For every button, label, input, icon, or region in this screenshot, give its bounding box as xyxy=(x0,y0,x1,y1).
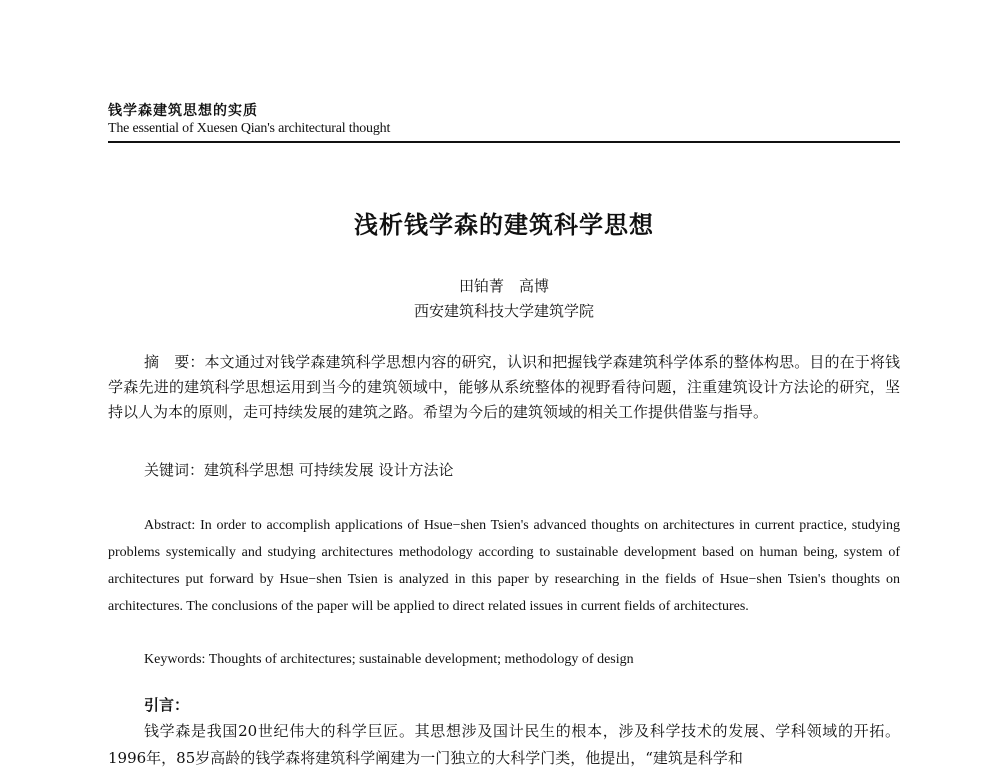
keywords-cn xyxy=(144,458,900,483)
running-header xyxy=(108,103,900,137)
intro-heading: 引言： xyxy=(144,696,190,714)
abstract-en-text: In order to accomplish applications of Hsue−shen Tsien's advanced thoughts on architectures in current practice, studying problems systemically and studying architectures methodology according to sustainable development based on human being, system of architectures put forward by Hsue−shen Tsien is analyzed in this paper by researching in the fields of Hsue−shen Tsien's thoughts on architectures. The conclusions of the paper will be applied to direct related issues in current fields of architectures. xyxy=(108,518,901,614)
intro-body: 钱学森是我国20世纪伟大的科学巨匠。其思想涉及国计民生的根本，涉及科学技术的发展、学科领域的开拓。1996年，85岁高龄的钱学森将建筑科学阐建为一门独立的大科学门类，他提出，“建筑是科学和 xyxy=(108,722,900,767)
keywords-en xyxy=(144,646,900,673)
keywords-cn-text: 建筑科学思想 可持续发展 设计方法论 xyxy=(204,461,454,479)
running-header-en: The essential of Xuesen Qian's architectural thought xyxy=(108,121,391,136)
keywords-en-label: Keywords: xyxy=(144,652,209,667)
abstract-cn-label: 摘 要： xyxy=(144,353,205,371)
abstract-en-label: Abstract: xyxy=(144,518,201,533)
affiliation: 西安建筑科技大学建筑学院 xyxy=(413,302,594,320)
keywords-cn-label: 关键词： xyxy=(144,461,205,479)
abstract-en xyxy=(108,512,900,620)
header-rule xyxy=(108,141,900,143)
running-header-cn: 钱学森建筑思想的实质 xyxy=(108,103,258,119)
abstract-cn xyxy=(108,350,900,425)
authors: 田铂菁 高博 xyxy=(458,277,549,295)
abstract-cn-text: 本文通过对钱学森建筑科学思想内容的研究，认识和把握钱学森建筑科学体系的整体构思。目的在于将钱学森先进的建筑科学思想运用到当今的建筑领域中，能够从系统整体的视野看待问题，注重建筑设计方法论的研究，坚持以人为本的原则，走可持续发展的建筑之路。希望为今后的建筑领域的相关工作提供借鉴与指导。 xyxy=(108,353,900,421)
paper-title: 浅析钱学森的建筑科学思想 xyxy=(354,211,654,239)
keywords-en-text: Thoughts of architectures; sustainable development; methodology of design xyxy=(208,652,634,667)
